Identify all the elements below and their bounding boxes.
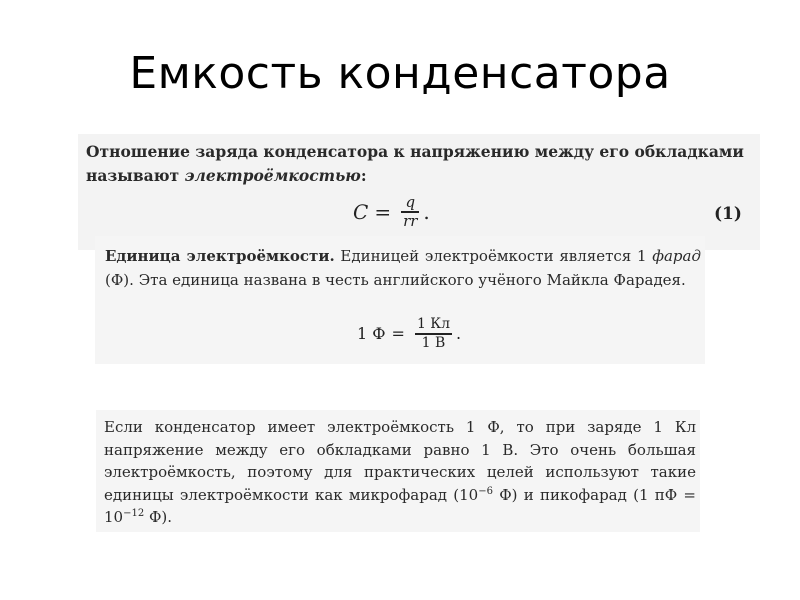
unit-text: [105, 244, 701, 292]
note-text-3: Ф).: [144, 508, 173, 526]
equation-number: (1): [714, 204, 742, 224]
farad-numerator: 1 Кл: [416, 316, 451, 332]
farad-fraction: [415, 316, 452, 352]
note-text: [104, 416, 696, 529]
farad-formula: [357, 316, 461, 352]
farad-denominator: 1 В: [421, 334, 446, 351]
definition-text: [86, 140, 758, 188]
note-exponent-2: −12: [123, 508, 145, 519]
formula-equals: =: [374, 199, 392, 224]
definition-term: электроёмкостью: [184, 166, 361, 185]
definition-block: [78, 134, 760, 250]
farad-lhs: 1 Ф: [357, 324, 386, 344]
formula-fraction: [401, 194, 419, 230]
formula-tail: .: [423, 199, 430, 224]
formula-lhs: C: [353, 199, 369, 224]
unit-text-before: Единицей электроёмкости является 1: [334, 247, 653, 265]
formula-numerator: q: [405, 193, 416, 211]
definition-colon: :: [360, 166, 367, 185]
formula-denominator: rr: [403, 211, 418, 230]
slide-title: Емкость конденсатора: [129, 48, 671, 99]
farad-equals: =: [391, 324, 405, 344]
definition-sentence: Отношение заряда конденсатора к напряжению между его обкладками называют: [86, 142, 744, 185]
unit-name: фарад: [652, 247, 701, 265]
unit-block: [95, 236, 705, 364]
unit-heading: Единица электроёмкости.: [105, 247, 335, 265]
note-text-2: Ф) и пикофарад (1 пФ = 10: [104, 485, 696, 526]
capacitance-formula: [353, 194, 430, 230]
note-text-1: Если конденсатор имеет электроёмкость 1 Ф, то при заряде 1 Кл напряжение между его обкладками равно 1 В. Это очень большая электроёмкость, поэтому для практических целей используют такие единицы электроёмкости как микрофарад (10: [104, 418, 696, 504]
note-exponent-1: −6: [478, 485, 493, 497]
farad-tail: .: [456, 324, 462, 344]
note-block: [96, 410, 700, 532]
unit-text-after: (Ф). Эта единица названа в честь английского учёного Майкла Фарадея.: [105, 271, 686, 289]
